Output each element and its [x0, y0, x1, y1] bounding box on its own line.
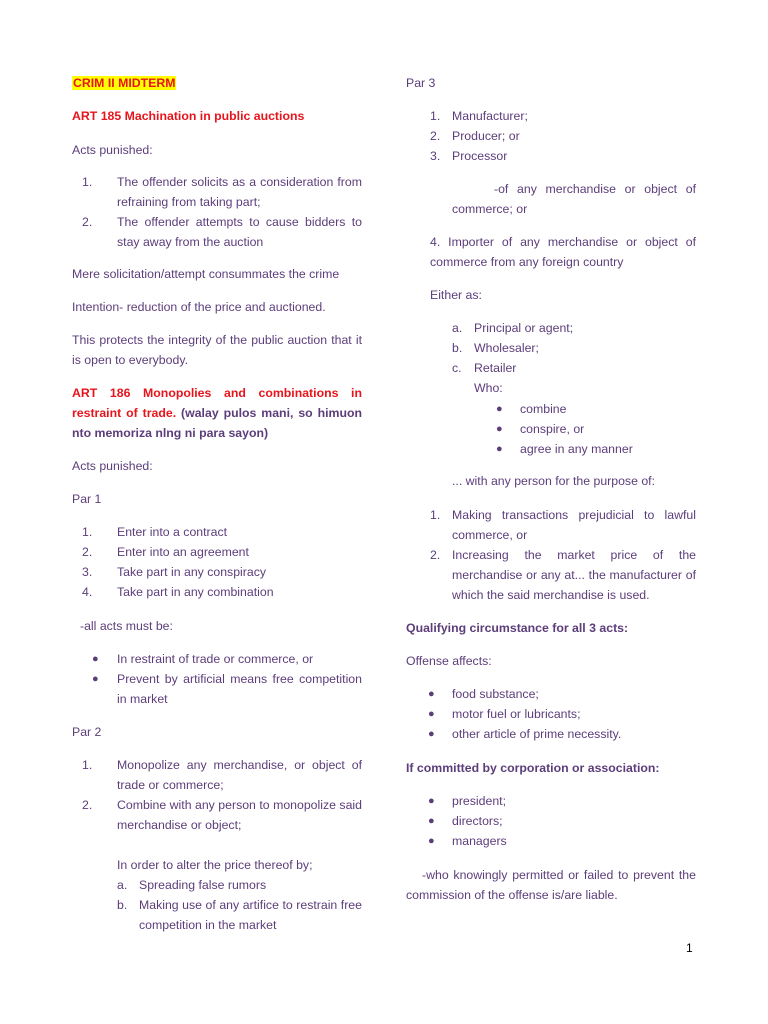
- par3-label: Par 3: [406, 76, 436, 90]
- either-list: [406, 318, 696, 378]
- who-bullets: [406, 399, 696, 459]
- list-item: ● food substance;: [406, 684, 696, 704]
- list-item: b. Making use of any artifice to restrain free competition in the market: [117, 898, 362, 932]
- list-item: ● conspire, or: [406, 419, 696, 439]
- list-item: ● managers: [406, 831, 696, 851]
- if-committed-heading: If committed by corporation or association:: [406, 761, 660, 775]
- list-item: ● combine: [406, 399, 696, 419]
- who-knowingly-text: -who knowingly permitted or failed to prevent the commission of the offense is/are liable.: [406, 868, 696, 902]
- par2-sublist: [72, 875, 362, 935]
- list-item: 1. Making transactions prejudicial to lawful commerce, or: [430, 508, 696, 542]
- of-any-text: -of any merchandise or object of commerce; or: [452, 182, 696, 216]
- bullet-icon: ●: [496, 423, 503, 435]
- list-item: ● In restraint of trade or commerce, or: [72, 649, 362, 669]
- list-item: b. Wholesaler;: [452, 341, 539, 355]
- corp-bullets: [406, 791, 696, 851]
- list-item: ● motor fuel or lubricants;: [406, 704, 696, 724]
- par1-label: Par 1: [72, 492, 102, 506]
- list-item: 2. Increasing the market price of the merchandise or any at... the manufacturer of which the said merchandise is used.: [430, 548, 696, 602]
- bullet-icon: ●: [428, 795, 435, 807]
- list-item: ● directors;: [406, 811, 696, 831]
- list-item: ● Prevent by artificial means free competition in market: [72, 669, 362, 709]
- bullet-icon: ●: [428, 708, 435, 720]
- list-item: a. Principal or agent;: [452, 321, 574, 335]
- list-item: ● other article of prime necessity.: [406, 724, 696, 744]
- all-acts-text: -all acts must be:: [80, 619, 173, 633]
- par2-label: Par 2: [72, 725, 102, 739]
- list-item: a. Spreading false rumors: [117, 878, 267, 892]
- art186-heading: ART 186 Monopolies and combinations in restraint of trade. (walay pulos mani, so himuon nto memoriza nlng ni para sayon): [72, 386, 362, 440]
- bullet-icon: ●: [496, 403, 503, 415]
- list-item: 4. Take part in any combination: [82, 585, 274, 599]
- who-label: Who:: [474, 381, 503, 395]
- acts-punished-label: Acts punished:: [72, 143, 153, 157]
- list-item: 1. The offender solicits as a consideration from refraining from taking part;: [82, 175, 362, 209]
- in-order-text: In order to alter the price thereof by;: [117, 858, 313, 872]
- acts-punished-label-2: Acts punished:: [72, 459, 153, 473]
- list-item: 1. Manufacturer;: [430, 109, 528, 123]
- affects-bullets: [406, 684, 696, 744]
- bullet-icon: ●: [428, 835, 435, 847]
- bullet-icon: ●: [496, 443, 503, 455]
- art185-heading: ART 185 Machination in public auctions: [72, 109, 305, 123]
- list-item: c. Retailer: [452, 361, 517, 375]
- art185-list: [72, 172, 362, 252]
- purpose-list: [406, 505, 696, 605]
- bullet-icon: ●: [428, 815, 435, 827]
- bullet-icon: ●: [428, 728, 435, 740]
- bullet-icon: ●: [428, 688, 435, 700]
- list-item: 2. Enter into an agreement: [82, 545, 249, 559]
- document-title: CRIM II MIDTERM: [73, 76, 176, 90]
- offense-affects-label: Offense affects:: [406, 654, 492, 668]
- par2-list: [72, 755, 362, 835]
- list-item: ● president;: [406, 791, 696, 811]
- page-number: 1: [686, 941, 693, 955]
- par1-list: [72, 522, 362, 602]
- bullet-icon: ●: [92, 653, 99, 665]
- mere-solicitation-text: Mere solicitation/attempt consummates the crime: [72, 267, 340, 281]
- list-item: 3. Processor: [430, 149, 508, 163]
- list-item: 1. Enter into a contract: [82, 525, 228, 539]
- qualifying-heading: Qualifying circumstance for all 3 acts:: [406, 621, 629, 635]
- list-item: 2. Combine with any person to monopolize said merchandise or object;: [82, 798, 362, 832]
- intention-text: Intention- reduction of the price and auctioned.: [72, 300, 326, 314]
- list-item: 3. Take part in any conspiracy: [82, 565, 267, 579]
- list-item: 1. Monopolize any merchandise, or object of trade or commerce;: [82, 758, 362, 792]
- bullet-icon: ●: [92, 673, 99, 685]
- either-as-label: Either as:: [430, 288, 482, 302]
- with-any-text: ... with any person for the purpose of:: [452, 474, 656, 488]
- protects-text: This protects the integrity of the public auction that it is open to everybody.: [72, 333, 362, 367]
- importer-text: 4. Importer of any merchandise or object of commerce from any foreign country: [430, 235, 696, 269]
- list-item: ● agree in any manner: [406, 439, 696, 459]
- par1-bullets: [72, 649, 362, 709]
- list-item: 2. The offender attempts to cause bidders to stay away from the auction: [82, 215, 362, 249]
- par3-list: [406, 106, 696, 166]
- list-item: 2. Producer; or: [430, 129, 520, 143]
